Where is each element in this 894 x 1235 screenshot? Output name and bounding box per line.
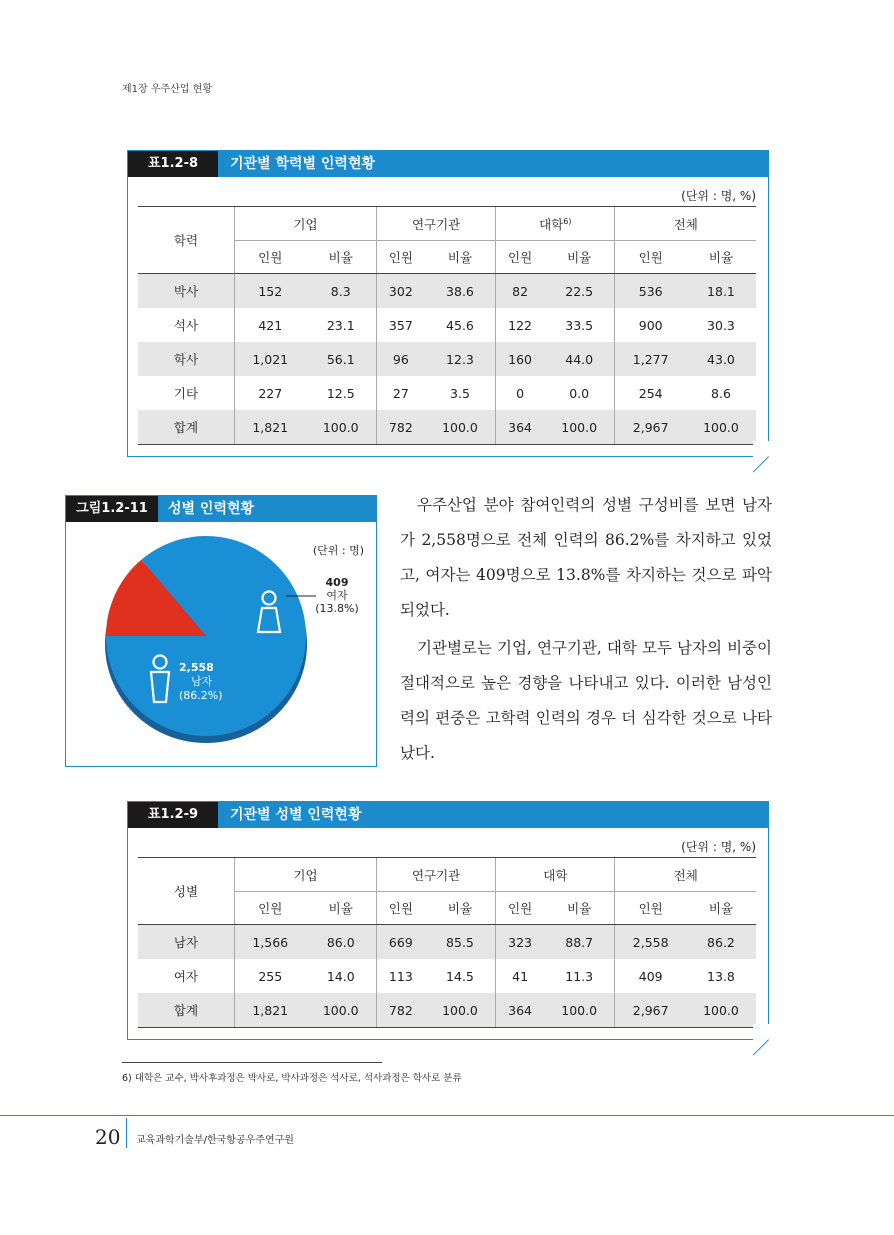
table-cell: 100.0 [686,410,756,445]
female-label [310,576,364,615]
table-row [138,274,756,309]
table-education-number: 표1.2-8 [128,151,218,177]
sub-header: 인원 [615,892,686,925]
table-cell: 536 [615,274,686,309]
table-cell: 1,277 [615,342,686,376]
table-education-unit: (단위 : 명, %) [681,189,756,203]
sub-header: 인원 [377,892,425,925]
figure-gender-box [65,495,377,767]
sub-header: 인원 [377,241,425,274]
table-cell: 100.0 [425,410,496,445]
table-cell: 18.1 [686,274,756,309]
row-header-cell: 학력 [138,207,235,274]
table-cell: 8.6 [711,385,731,401]
sub-header: 인원 [496,892,544,925]
table-education-header [128,151,768,177]
table-cell: 782 [377,410,425,445]
group-header: 대학$^{6)}$ [496,207,615,241]
table-education [138,206,756,445]
row-label: 합계 [138,410,235,445]
table-cell: 0 [496,376,544,410]
table-cell: 255 [235,959,306,993]
sub-header: 비율 [425,241,496,274]
table-cell: 12.5 [326,385,355,401]
table-cell: 82 [496,274,544,309]
table-cell: 409 [615,959,686,993]
table-cell: 100.0 [306,993,377,1028]
group-header: 연구기관 [377,207,496,241]
table-gender-box [127,801,769,1040]
table-cell: 254 [615,376,686,410]
table-cell: 100.0 [686,993,756,1028]
table-cell: 85.5 [425,925,496,960]
footnote-rule [122,1062,382,1063]
group-header: 연구기관 [377,858,496,892]
table-cell: 13.8 [707,968,735,984]
page-number: 20 [95,1125,121,1149]
row-label: 기타 [173,386,199,401]
sub-header: 비율 [686,241,756,274]
table-cell: 23.1 [326,317,355,333]
table-cell: 33.5 [565,317,594,333]
row-label: 남자 [138,925,235,960]
table-cell: 43.0 [686,342,756,376]
row-label: 석사 [173,318,199,333]
table-cell: 11.3 [565,968,594,984]
table-cell: 364 [496,993,544,1028]
female-text: 여자 [326,589,348,602]
table-cell: 8.3 [306,274,377,309]
table-education-box [127,150,769,457]
sub-header: 비율 [686,892,756,925]
table-cell: 1,821 [235,993,306,1028]
table-row [138,959,756,993]
table-gender [138,857,756,1028]
table-cell: 421 [235,308,306,342]
table-cell: 41 [496,959,544,993]
table-cell: 38.6 [425,274,496,309]
table-cell: 2,967 [615,993,686,1028]
table-cell: 100.0 [306,410,377,445]
pie-chart [66,496,376,766]
row-header-cell: 성별 [138,858,235,925]
table-cell: 782 [377,993,425,1028]
table-row [138,925,756,960]
row-label: 학사 [138,342,235,376]
table-cell: 2,558 [615,925,686,960]
body-paragraph-1: 우주산업 분야 참여인력의 성별 구성비를 보면 남자가 2,558명으로 전체 인력의 86.2%를 차지하고 있었고, 여자는 409명으로 13.8%를 차지하는 것으로 파악되었다. [400,496,772,619]
table-gender-number: 표1.2-9 [128,802,218,828]
table-cell: 152 [235,274,306,309]
table-cell: 45.6 [446,317,474,333]
row-label: 합계 [138,993,235,1028]
table-cell: 14.0 [326,968,355,984]
sub-header: 인원 [235,892,306,925]
running-title: 제1장 우주산업 현황 [122,84,212,95]
sub-header: 비율 [425,892,496,925]
table-cell: 100.0 [544,410,615,445]
table-cell: 1,021 [235,342,306,376]
footnote-ref: 6) [563,216,572,226]
female-pct: (13.8%) [315,602,359,615]
table-row [138,342,756,376]
sub-header: 인원 [496,241,544,274]
table-cell: 364 [496,410,544,445]
group-header: 전체 [615,858,756,892]
table-cell: 122 [496,308,544,342]
table-cell: 30.3 [707,317,735,333]
table-cell: 100.0 [544,993,615,1028]
table-gender-header [128,802,768,828]
table-education-title: 기관별 학력별 인력현황 [230,156,375,172]
table-cell: 3.5 [450,385,470,401]
publisher: 교육과학기술부/한국항공우주연구원 [136,1135,294,1146]
table-gender-unit: (단위 : 명, %) [681,840,756,854]
table-cell: 357 [377,308,425,342]
table-cell: 669 [377,925,425,960]
table-cell: 2,967 [615,410,686,445]
group-header: 기업 [235,858,377,892]
table-row [138,410,756,445]
footer-rule [0,1115,894,1116]
sub-header: 비율 [544,241,615,274]
sub-header: 비율 [306,241,377,274]
footer-separator [126,1118,127,1148]
table-cell: 113 [377,959,425,993]
male-label [179,661,223,703]
table-cell: 1,821 [235,410,306,445]
table-cell: 88.7 [544,925,615,960]
table-cell: 227 [235,376,306,410]
sub-header: 비율 [544,892,615,925]
table-cell: 100.0 [425,993,496,1028]
table-row [138,308,756,342]
male-pct: (86.2%) [179,689,223,702]
figure-title: 성별 인력현황 [168,501,255,517]
sub-header: 비율 [306,892,377,925]
figure-number: 그림1.2-11 [66,496,158,522]
group-header: 대학 [496,858,615,892]
table-cell: 12.3 [425,342,496,376]
row-label: 박사 [138,274,235,309]
table-cell: 27 [377,376,425,410]
female-value: 409 [325,576,349,589]
table-cell: 86.0 [306,925,377,960]
table-cell: 302 [377,274,425,309]
male-value: 2,558 [179,661,214,674]
body-paragraph-2: 기관별로는 기업, 연구기관, 대학 모두 남자의 비중이 절대적으로 높은 경향을 나타내고 있다. 이러한 남성인력의 편중은 고학력 인력의 경우 더 심각한 것으로 나타났다. [400,639,772,762]
sub-header: 인원 [235,241,306,274]
table-cell: 900 [615,308,686,342]
row-label: 여자 [173,969,199,984]
table-gender-title: 기관별 성별 인력현황 [230,807,362,823]
sub-header: 인원 [615,241,686,274]
table-cell: 56.1 [306,342,377,376]
table-cell: 86.2 [686,925,756,960]
table-cell: 22.5 [544,274,615,309]
figure-unit: (단위 : 명) [312,544,364,557]
group-header: 기업 [235,207,377,241]
group-header: 전체 [615,207,756,241]
male-text: 남자 [191,675,213,688]
table-row [138,993,756,1028]
table-row [138,376,756,410]
table-cell: 44.0 [544,342,615,376]
table-cell: 14.5 [446,968,474,984]
footnote: 6) 대학은 교수, 박사후과정은 박사로, 박사과정은 석사로, 석사과정은 학사로 분류 [122,1073,462,1084]
table-cell: 96 [377,342,425,376]
table-cell: 323 [496,925,544,960]
table-cell: 160 [496,342,544,376]
table-cell: 1,566 [235,925,306,960]
table-cell: 0.0 [569,385,590,401]
